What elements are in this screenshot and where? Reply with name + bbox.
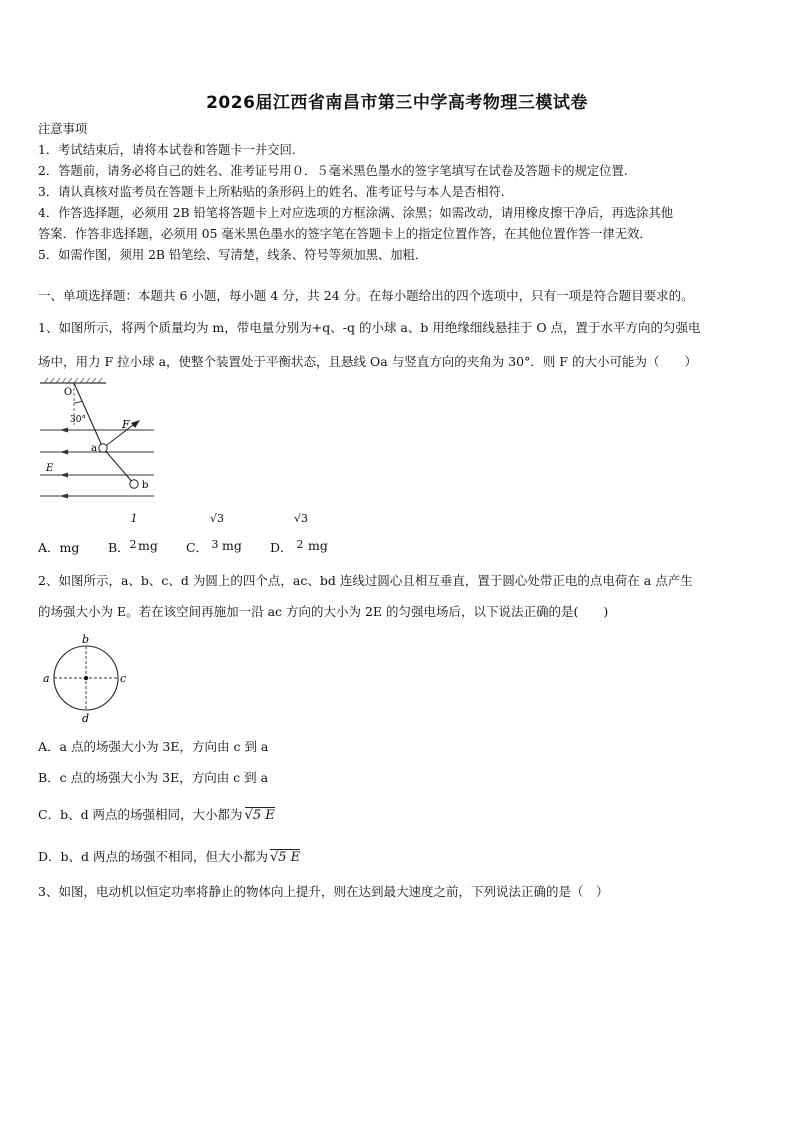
q2-fig-label-c: c bbox=[120, 672, 127, 685]
q1-fig-label-E: E bbox=[46, 463, 54, 474]
q2-figure bbox=[40, 632, 132, 724]
q1-fig-label-F: F bbox=[122, 418, 130, 431]
q1-option-b-denominator: 2 bbox=[129, 538, 137, 551]
q2-option-d-math: √5 E bbox=[270, 850, 301, 865]
section-heading: 一、单项选择题：本题共 6 小题，每小题 4 分，共 24 分。在每小题给出的四个选项中，只有一项是符合题目要求的。 bbox=[38, 288, 694, 303]
notice-heading: 注意事项 bbox=[38, 122, 88, 136]
notice-item: 4．作答选择题，必须用 2B 铅笔将答题卡上对应选项的方框涂满、涂黑；如需改动，请用橡皮擦干净后，再选涂其他 bbox=[38, 206, 674, 220]
notice-item: 2．答题前，请务必将自己的姓名、准考证号用０．５毫米黑色墨水的签字笔填写在试卷及答题卡的规定位置. bbox=[38, 164, 628, 178]
notice-item: 5．如需作图，须用 2B 铅笔绘、写清楚，线条、符号等须加黑、加粗． bbox=[38, 248, 428, 262]
q2-fig-label-a: a bbox=[43, 672, 50, 685]
q2-option-c-math: √5 E bbox=[244, 808, 275, 823]
q2-option-c bbox=[38, 807, 275, 824]
q1-fig-label-O: O bbox=[64, 387, 73, 398]
q1-option-b-numerator: 1 bbox=[130, 512, 138, 525]
q1-option-d-denominator: 2 bbox=[296, 538, 304, 551]
q1-stem-line1: 1、如图所示，将两个质量均为 m，带电量分别为+q、-q 的小球 a、b 用绝缘细线悬挂于 O 点，置于水平方向的匀强电 bbox=[38, 320, 701, 335]
q2-option-d-text: D．b、d 两点的场强不相同，但大小都为 bbox=[38, 849, 268, 864]
q1-stem-line2: 场中，用力 F 拉小球 a，使整个装置处于平衡状态，且悬线 Oa 与竖直方向的夹角为 30°．则 F 的大小可能为（ ） bbox=[38, 354, 697, 369]
notice-item: 1．考试结束后，请将本试卷和答题卡一并交回. bbox=[38, 143, 296, 157]
q2-option-b: B．c 点的场强大小为 3E，方向由 c 到 a bbox=[38, 770, 269, 785]
q1-option-c-unit: mg bbox=[222, 538, 242, 553]
q2-fig-label-d: d bbox=[82, 712, 90, 724]
q1-option-c-numerator: √3 bbox=[209, 512, 224, 525]
q1-option-c-denominator: 3 bbox=[211, 538, 219, 551]
q1-option-d-numerator: √3 bbox=[293, 512, 308, 525]
q1-figure bbox=[36, 377, 162, 499]
q1-option-b-unit: mg bbox=[138, 538, 158, 553]
q1-fig-label-a: a bbox=[91, 443, 97, 454]
q1-option-d-prefix: D． bbox=[270, 540, 293, 555]
q1-option-a: A．mg bbox=[38, 540, 80, 555]
q2-option-c-text: C．b、d 两点的场强相同，大小都为 bbox=[38, 807, 243, 822]
q2-fig-label-b: b bbox=[82, 633, 90, 646]
q1-option-b-prefix: B． bbox=[108, 540, 130, 555]
q3-stem-line1: 3、如图，电动机以恒定功率将静止的物体向上提升，则在达到最大速度之前，下列说法正确的是（ ） bbox=[38, 884, 609, 899]
q2-option-d bbox=[38, 849, 300, 866]
notice-item: 答案．作答非选择题，必须用 05 毫米黑色墨水的签字笔在答题卡上的指定位置作答，在其他位置作答一律无效． bbox=[38, 227, 652, 241]
q1-fig-label-angle: 30° bbox=[70, 415, 86, 425]
q1-option-c-prefix: C． bbox=[186, 540, 209, 555]
notice-item: 3．请认真核对监考员在答题卡上所粘贴的条形码上的姓名、准考证号与本人是否相符. bbox=[38, 185, 505, 199]
q1-fig-label-b: b bbox=[142, 480, 149, 491]
q2-option-a: A．a 点的场强大小为 3E，方向由 c 到 a bbox=[38, 739, 269, 754]
exam-title: 2026届江西省南昌市第三中学高考物理三模试卷 bbox=[206, 93, 588, 113]
q2-stem-line2: 的场强大小为 E。若在该空间再施加一沿 ac 方向的大小为 2E 的匀强电场后，以下说法正确的是( ) bbox=[38, 604, 609, 619]
q2-stem-line1: 2、如图所示，a、b、c、d 为圆上的四个点，ac、bd 连线过圆心且相互垂直，置于圆心处带正电的点电荷在 a 点产生 bbox=[38, 573, 693, 588]
q1-option-d-unit: mg bbox=[308, 538, 328, 553]
